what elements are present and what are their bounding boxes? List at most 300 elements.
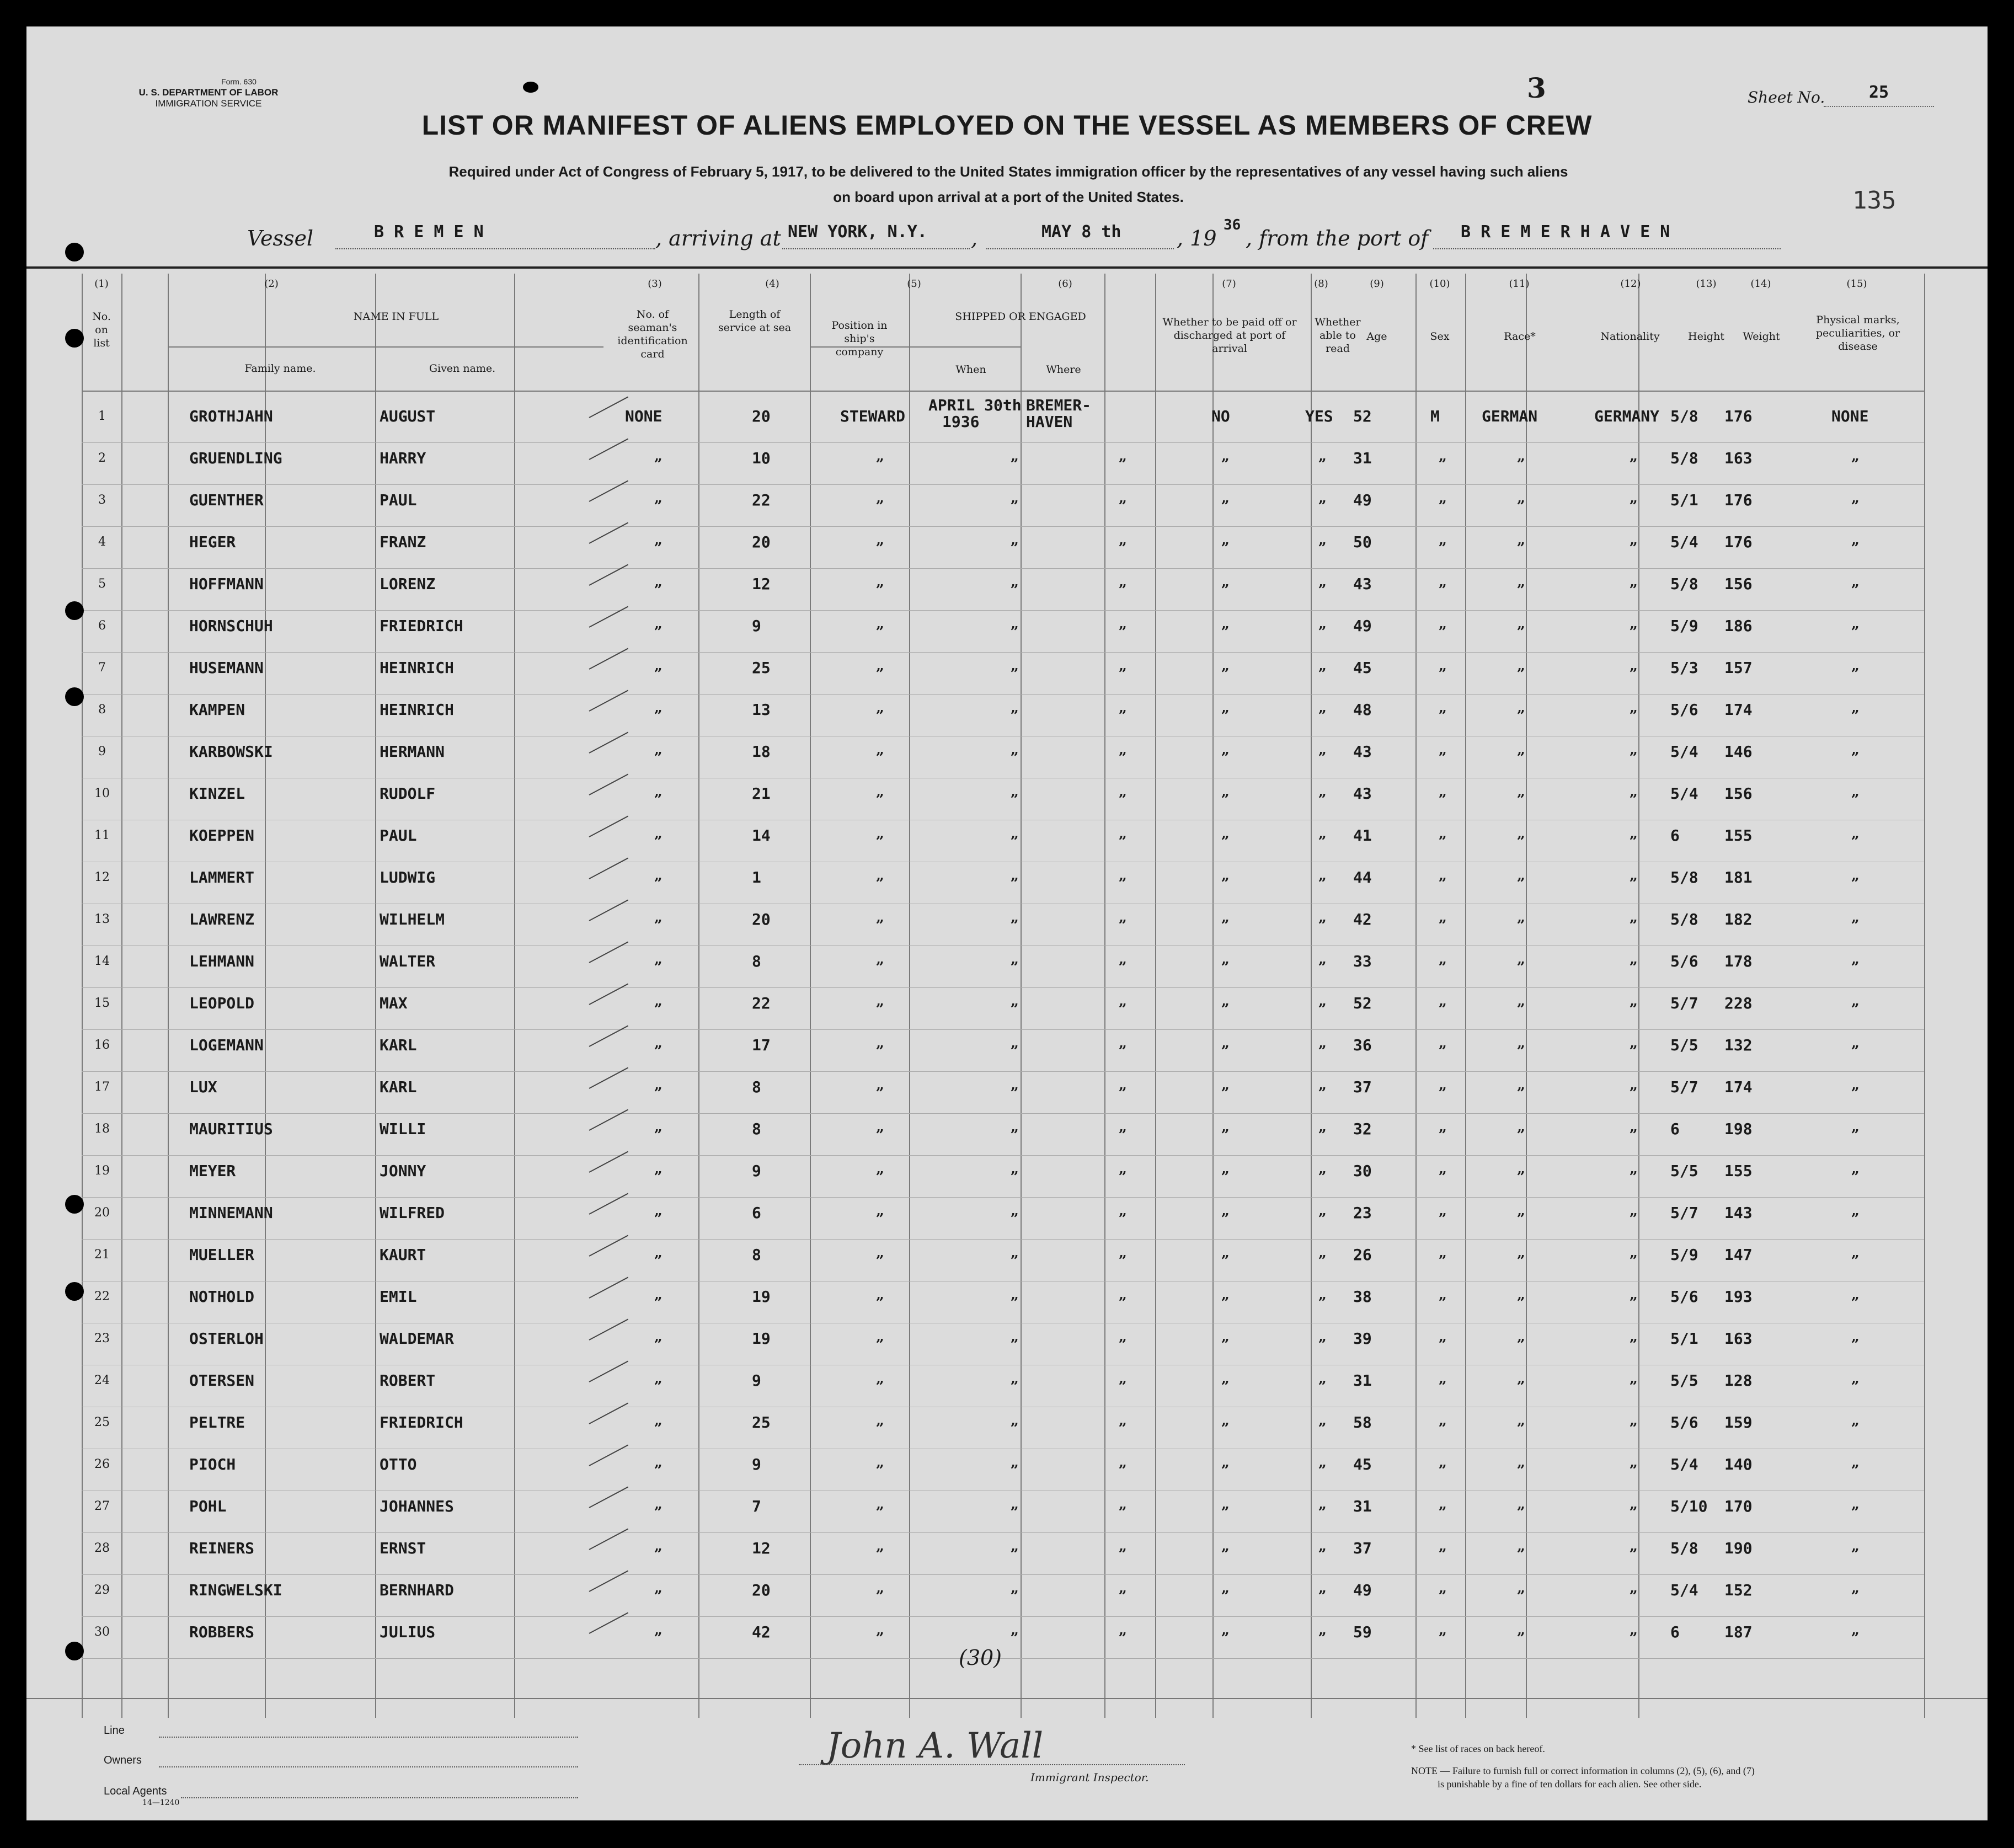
from-port-label: , from the port of — [1246, 226, 1429, 250]
service-length: 17 — [752, 1036, 771, 1054]
given-name: ROBERT — [380, 1371, 436, 1390]
agents-label: Local Agents — [104, 1785, 167, 1797]
column-rule — [1526, 274, 1527, 1718]
header-race: Race* — [1504, 330, 1536, 343]
column-number: (7) — [1222, 278, 1236, 290]
position-ditto: „ — [876, 616, 884, 632]
table-row-rule — [82, 568, 1924, 569]
sheet-number-line — [1824, 106, 1934, 107]
sex-ditto: „ — [1439, 1496, 1447, 1513]
service-length: 9 — [752, 617, 761, 635]
row-number: 12 — [94, 870, 110, 884]
service-length: 22 — [752, 491, 771, 509]
fine-note-1: NOTE — Failure to furnish full or correct information in columns (2), (5), (6), and (7) — [1411, 1765, 1755, 1776]
height: 5/6 — [1670, 701, 1698, 719]
nationality-ditto: „ — [1630, 658, 1638, 674]
service-length: 12 — [752, 575, 771, 593]
race-ditto: „ — [1517, 448, 1525, 464]
race-ditto: „ — [1517, 1370, 1525, 1387]
race-ditto: „ — [1517, 1286, 1525, 1303]
age: 59 — [1353, 1623, 1372, 1641]
column-number: (5) — [907, 278, 921, 290]
fine-note-2: is punishable by a fine of ten dollars for each alien. See other side. — [1438, 1778, 1702, 1790]
shipped-when-ditto: „ — [1011, 532, 1019, 548]
vessel-label: Vessel — [247, 226, 314, 250]
given-name: LORENZ — [380, 575, 436, 593]
family-name: MEYER — [189, 1162, 236, 1180]
given-name: WILHELM — [380, 910, 445, 928]
inspector-signature: John A. Wall — [826, 1726, 1044, 1766]
family-name: LEOPOLD — [189, 994, 255, 1012]
shipped-where-ditto: „ — [1119, 1077, 1127, 1093]
id-card-value: NONE — [625, 407, 663, 425]
race-ditto: „ — [1517, 1454, 1525, 1471]
height: 5/7 — [1670, 1204, 1698, 1222]
shipped-where-ditto: „ — [1119, 1119, 1127, 1135]
column-rule — [1415, 274, 1417, 1718]
race-ditto: „ — [1517, 1412, 1525, 1429]
able-to-read-ditto: „ — [1318, 825, 1327, 842]
position-ditto: „ — [876, 1538, 884, 1555]
age: 44 — [1353, 868, 1372, 886]
age: 42 — [1353, 910, 1372, 928]
physical-marks-ditto: „ — [1851, 1286, 1860, 1303]
row-number: 1 — [98, 409, 106, 423]
able-to-read-ditto: „ — [1318, 909, 1327, 926]
vessel-name-line — [335, 248, 655, 249]
header-id-card: No. of seaman's identification card — [617, 308, 688, 360]
row-number: 22 — [94, 1290, 110, 1304]
nationality-ditto: „ — [1630, 741, 1638, 758]
column-number: (3) — [648, 278, 662, 290]
arriving-label: , arriving at — [655, 226, 781, 250]
given-name: JULIUS — [380, 1623, 436, 1641]
total-count: (30) — [959, 1646, 1002, 1670]
service-length: 20 — [752, 533, 771, 551]
able-to-read-ditto: „ — [1318, 951, 1327, 968]
header-shipped-where: Where — [1046, 364, 1081, 376]
height: 5/4 — [1670, 743, 1698, 761]
physical-marks-ditto: „ — [1851, 741, 1860, 758]
height: 5/7 — [1670, 994, 1698, 1012]
race-ditto: „ — [1517, 867, 1525, 884]
punch-hole — [65, 601, 84, 620]
weight: 163 — [1724, 449, 1753, 467]
table-row-rule — [82, 1239, 1924, 1240]
height: 5/6 — [1670, 1288, 1698, 1306]
position-ditto: „ — [876, 993, 884, 1010]
check-mark — [589, 774, 629, 795]
column-number: (14) — [1750, 278, 1771, 290]
family-name: OSTERLOH — [189, 1329, 264, 1348]
age: 31 — [1353, 1371, 1372, 1390]
table-row-rule — [82, 484, 1924, 485]
physical-marks-ditto: „ — [1851, 1538, 1860, 1555]
table-row-rule — [82, 652, 1924, 653]
header-paid-off: Whether to be paid off or discharged at port of arrival — [1162, 316, 1297, 355]
race-ditto: „ — [1517, 741, 1525, 758]
race-ditto: „ — [1517, 1622, 1525, 1638]
handwritten-mark: 3 — [1527, 72, 1546, 104]
table-row-rule — [82, 1532, 1924, 1533]
position-ditto: „ — [876, 1328, 884, 1345]
sex-ditto: „ — [1439, 867, 1447, 884]
weight: 155 — [1724, 1162, 1753, 1180]
height: 6 — [1670, 1120, 1680, 1138]
given-name: WILFRED — [380, 1204, 445, 1222]
service-length: 12 — [752, 1539, 771, 1557]
height: 5/4 — [1670, 784, 1698, 803]
check-mark — [589, 1109, 629, 1131]
weight: 157 — [1724, 659, 1753, 677]
age: 39 — [1353, 1329, 1372, 1348]
age: 48 — [1353, 701, 1372, 719]
age: 49 — [1353, 617, 1372, 635]
id-card-ditto: „ — [654, 1035, 663, 1051]
sex-ditto: „ — [1439, 1161, 1447, 1177]
service-length: 8 — [752, 1078, 761, 1096]
column-number: (13) — [1696, 278, 1717, 290]
given-name: FRIEDRICH — [380, 1413, 463, 1432]
height: 5/8 — [1670, 449, 1698, 467]
physical-marks-ditto: „ — [1851, 1496, 1860, 1513]
inspector-label: Immigrant Inspector. — [1030, 1771, 1149, 1784]
nationality-ditto: „ — [1630, 951, 1638, 968]
check-mark — [589, 900, 629, 921]
race-ditto: „ — [1517, 909, 1525, 926]
service-length: 25 — [752, 1413, 771, 1432]
column-rule — [1311, 274, 1312, 1718]
row-number: 3 — [98, 493, 106, 507]
weight: 182 — [1724, 910, 1753, 928]
nationality-ditto: „ — [1630, 1245, 1638, 1261]
row-number: 8 — [98, 703, 106, 717]
weight: 128 — [1724, 1371, 1753, 1390]
signature-line — [799, 1764, 1185, 1765]
row-number: 21 — [94, 1248, 110, 1262]
page-subtitle — [192, 159, 1825, 210]
table-row-rule — [82, 1574, 1924, 1575]
nationality-ditto: „ — [1630, 993, 1638, 1010]
shipped-where-ditto: „ — [1119, 825, 1127, 842]
sex-ditto: „ — [1439, 1328, 1447, 1345]
given-name: HERMANN — [380, 743, 445, 761]
agents-field — [181, 1797, 578, 1798]
given-name: JOHANNES — [380, 1497, 454, 1515]
service-length: 20 — [752, 910, 771, 928]
paid-off-ditto: „ — [1221, 1077, 1230, 1093]
age: 30 — [1353, 1162, 1372, 1180]
column-number: (10) — [1429, 278, 1450, 290]
header-nationality: Nationality — [1600, 330, 1660, 343]
sex-ditto: „ — [1439, 825, 1447, 842]
able-to-read-ditto: „ — [1318, 699, 1327, 716]
given-name: OTTO — [380, 1455, 417, 1473]
race-ditto: „ — [1517, 1245, 1525, 1261]
header-weight: Weight — [1743, 330, 1780, 343]
table-row-rule — [82, 1113, 1924, 1114]
position-ditto: „ — [876, 1454, 884, 1471]
shipped-when-ditto: „ — [1011, 1035, 1019, 1051]
race-ditto: „ — [1517, 1203, 1525, 1219]
weight: 228 — [1724, 994, 1753, 1012]
age: 26 — [1353, 1246, 1372, 1264]
nationality-ditto: „ — [1630, 574, 1638, 590]
shipped-when-ditto: „ — [1011, 1580, 1019, 1596]
given-name: PAUL — [380, 826, 417, 845]
able-to-read-ditto: „ — [1318, 658, 1327, 674]
row-number: 18 — [94, 1122, 110, 1136]
age: 38 — [1353, 1288, 1372, 1306]
check-mark — [589, 984, 629, 1005]
from-port-line — [1433, 248, 1781, 249]
header-no-on-list: No. on list — [92, 311, 111, 349]
position-ditto: „ — [876, 867, 884, 884]
family-name: LUX — [189, 1078, 217, 1096]
column-number: (15) — [1846, 278, 1867, 290]
height: 5/4 — [1670, 1581, 1698, 1599]
sex-ditto: „ — [1439, 909, 1447, 926]
nationality-ditto: „ — [1630, 532, 1638, 548]
check-mark — [589, 1277, 629, 1299]
physical-marks-ditto: „ — [1851, 1412, 1860, 1429]
nationality-ditto: „ — [1630, 1203, 1638, 1219]
id-card-ditto: „ — [654, 1496, 663, 1513]
race-ditto: „ — [1517, 574, 1525, 590]
age: 41 — [1353, 826, 1372, 845]
check-mark — [589, 1361, 629, 1382]
able-to-read-ditto: „ — [1318, 867, 1327, 884]
shipped-where-ditto: „ — [1119, 1622, 1127, 1638]
check-mark — [589, 522, 629, 544]
check-mark — [589, 1235, 629, 1257]
service-length: 7 — [752, 1497, 761, 1515]
row-number: 15 — [94, 996, 110, 1010]
age: 33 — [1353, 952, 1372, 970]
race-ditto: „ — [1517, 490, 1525, 506]
paid-off-ditto: „ — [1221, 951, 1230, 968]
check-mark — [589, 1571, 629, 1592]
row-number: 6 — [98, 619, 106, 633]
check-mark — [589, 1529, 629, 1550]
header-sex: Sex — [1430, 330, 1450, 343]
table-row-rule — [82, 610, 1924, 611]
given-name: JONNY — [380, 1162, 426, 1180]
name-subheader-rule — [168, 346, 603, 348]
sex-ditto: „ — [1439, 951, 1447, 968]
age: 32 — [1353, 1120, 1372, 1138]
given-name: KAURT — [380, 1246, 426, 1264]
nationality-ditto: „ — [1630, 1035, 1638, 1051]
id-card-ditto: „ — [654, 574, 663, 590]
physical-marks-ditto: „ — [1851, 1622, 1860, 1638]
sex-ditto: „ — [1439, 1119, 1447, 1135]
physical-marks-ditto: „ — [1851, 1077, 1860, 1093]
service-length: 13 — [752, 701, 771, 719]
race-ditto: „ — [1517, 993, 1525, 1010]
id-card-ditto: „ — [654, 1370, 663, 1387]
header-position: Position in ship's company — [831, 319, 888, 358]
physical-marks-ditto: „ — [1851, 909, 1860, 926]
family-name: OTERSEN — [189, 1371, 255, 1390]
age: 31 — [1353, 449, 1372, 467]
shipped-when-ditto: „ — [1011, 909, 1019, 926]
check-mark — [589, 1612, 629, 1634]
sex-ditto: „ — [1439, 1622, 1447, 1638]
sex-ditto: „ — [1439, 1412, 1447, 1429]
shipped-when-ditto: „ — [1011, 1538, 1019, 1555]
physical-marks-ditto: „ — [1851, 867, 1860, 884]
age: 43 — [1353, 743, 1372, 761]
id-card-ditto: „ — [654, 532, 663, 548]
punch-hole — [65, 687, 84, 706]
id-card-ditto: „ — [654, 699, 663, 716]
service-length: 9 — [752, 1455, 761, 1473]
position-ditto: „ — [876, 1496, 884, 1513]
header-age: Age — [1366, 330, 1387, 343]
position-ditto: „ — [876, 1161, 884, 1177]
able-to-read-ditto: „ — [1318, 1286, 1327, 1303]
height: 5/10 — [1670, 1497, 1708, 1515]
header-given-name: Given name. — [429, 362, 496, 375]
nationality-ditto: „ — [1630, 1412, 1638, 1429]
family-name: HUSEMANN — [189, 659, 264, 677]
sex-ditto: „ — [1439, 616, 1447, 632]
sheet-number: 25 — [1869, 83, 1889, 102]
position-ditto: „ — [876, 1580, 884, 1596]
punch-hole — [65, 1282, 84, 1301]
shipped-where-ditto: „ — [1119, 867, 1127, 884]
header-family-name: Family name. — [244, 362, 316, 375]
given-name: EMIL — [380, 1288, 417, 1306]
race-note: * See list of races on back hereof. — [1411, 1743, 1545, 1754]
shipped-where-ditto: „ — [1119, 1286, 1127, 1303]
id-card-ditto: „ — [654, 658, 663, 674]
row-number: 17 — [94, 1080, 110, 1094]
family-name: REINERS — [189, 1539, 255, 1557]
shipped-where-ditto: „ — [1119, 616, 1127, 632]
row-number: 25 — [94, 1416, 110, 1429]
position-ditto: „ — [876, 448, 884, 464]
family-name: KAMPEN — [189, 701, 245, 719]
shipped-when-ditto: „ — [1011, 574, 1019, 590]
manifest-sheet — [26, 26, 1988, 1820]
row-number: 7 — [98, 661, 106, 675]
height: 5/8 — [1670, 1539, 1698, 1557]
service-length: 8 — [752, 1246, 761, 1264]
sex-ditto: „ — [1439, 1538, 1447, 1555]
paid-off-ditto: „ — [1221, 1622, 1230, 1638]
given-name: LUDWIG — [380, 868, 436, 886]
sex-ditto: „ — [1439, 1203, 1447, 1219]
column-number: (2) — [264, 278, 279, 290]
able-to-read-ditto: „ — [1318, 1161, 1327, 1177]
position-ditto: „ — [876, 532, 884, 548]
sex-ditto: „ — [1439, 1035, 1447, 1051]
physical-marks-ditto: „ — [1851, 490, 1860, 506]
shipped-where-ditto: „ — [1119, 1245, 1127, 1261]
check-mark — [589, 1319, 629, 1340]
shipped-when-ditto: „ — [1011, 1328, 1019, 1345]
row-number: 9 — [98, 745, 106, 759]
table-row-rule — [82, 987, 1924, 988]
header-able-to-read: Whether able to read — [1315, 316, 1361, 355]
sex-ditto: „ — [1439, 1245, 1447, 1261]
age: 43 — [1353, 575, 1372, 593]
weight: 147 — [1724, 1246, 1753, 1264]
sex-ditto: „ — [1439, 532, 1447, 548]
family-name: NOTHOLD — [189, 1288, 255, 1306]
weight: 140 — [1724, 1455, 1753, 1473]
check-mark — [589, 1193, 629, 1215]
shipped-where-value-2: HAVEN — [1026, 413, 1073, 431]
height: 5/8 — [1670, 910, 1698, 928]
punch-hole — [65, 329, 84, 348]
arrival-date: MAY 8 th — [1041, 222, 1121, 242]
physical-marks-ditto: „ — [1851, 616, 1860, 632]
physical-marks-ditto: „ — [1851, 1161, 1860, 1177]
table-row-rule — [82, 1071, 1924, 1072]
physical-marks-ditto: „ — [1851, 699, 1860, 716]
service-length: 21 — [752, 784, 771, 803]
physical-marks-ditto: „ — [1851, 448, 1860, 464]
able-to-read-ditto: „ — [1318, 1245, 1327, 1261]
paid-off-ditto: „ — [1221, 658, 1230, 674]
paid-off-ditto: „ — [1221, 490, 1230, 506]
age: 45 — [1353, 1455, 1372, 1473]
able-to-read-ditto: „ — [1318, 1119, 1327, 1135]
shipped-when-ditto: „ — [1011, 1161, 1019, 1177]
service-length: 25 — [752, 659, 771, 677]
able-to-read-ditto: „ — [1318, 574, 1327, 590]
table-row-rule — [82, 526, 1924, 527]
service-length: 14 — [752, 826, 771, 845]
column-number: (1) — [94, 278, 109, 290]
row-number: 14 — [94, 954, 110, 968]
paid-off-value: NO — [1211, 407, 1230, 425]
race-ditto: „ — [1517, 783, 1525, 800]
weight: 146 — [1724, 743, 1753, 761]
paid-off-ditto: „ — [1221, 1496, 1230, 1513]
weight: 132 — [1724, 1036, 1753, 1054]
id-card-ditto: „ — [654, 825, 663, 842]
shipped-when-ditto: „ — [1011, 1203, 1019, 1219]
family-name: PELTRE — [189, 1413, 245, 1432]
nationality-ditto: „ — [1630, 1370, 1638, 1387]
weight: 176 — [1724, 533, 1753, 551]
race-ditto: „ — [1517, 1035, 1525, 1051]
shipped-when-ditto: „ — [1011, 658, 1019, 674]
race-ditto: „ — [1517, 1161, 1525, 1177]
row-number: 5 — [98, 577, 106, 591]
column-number: (4) — [765, 278, 779, 290]
check-mark — [589, 690, 629, 712]
column-number: (9) — [1370, 278, 1384, 290]
shipped-where-ditto: „ — [1119, 741, 1127, 758]
race-ditto: „ — [1517, 1538, 1525, 1555]
department-name: U. S. DEPARTMENT OF LABOR — [138, 87, 279, 98]
row-number: 27 — [94, 1499, 110, 1513]
line-field — [159, 1737, 578, 1738]
column-rule — [1465, 274, 1466, 1718]
column-rule — [121, 274, 122, 1718]
sex-ditto: „ — [1439, 658, 1447, 674]
physical-marks-value: NONE — [1831, 407, 1869, 425]
race-ditto: „ — [1517, 1119, 1525, 1135]
table-row-rule — [82, 694, 1924, 695]
able-to-read-ditto: „ — [1318, 1454, 1327, 1471]
family-name: HOFFMANN — [189, 575, 264, 593]
